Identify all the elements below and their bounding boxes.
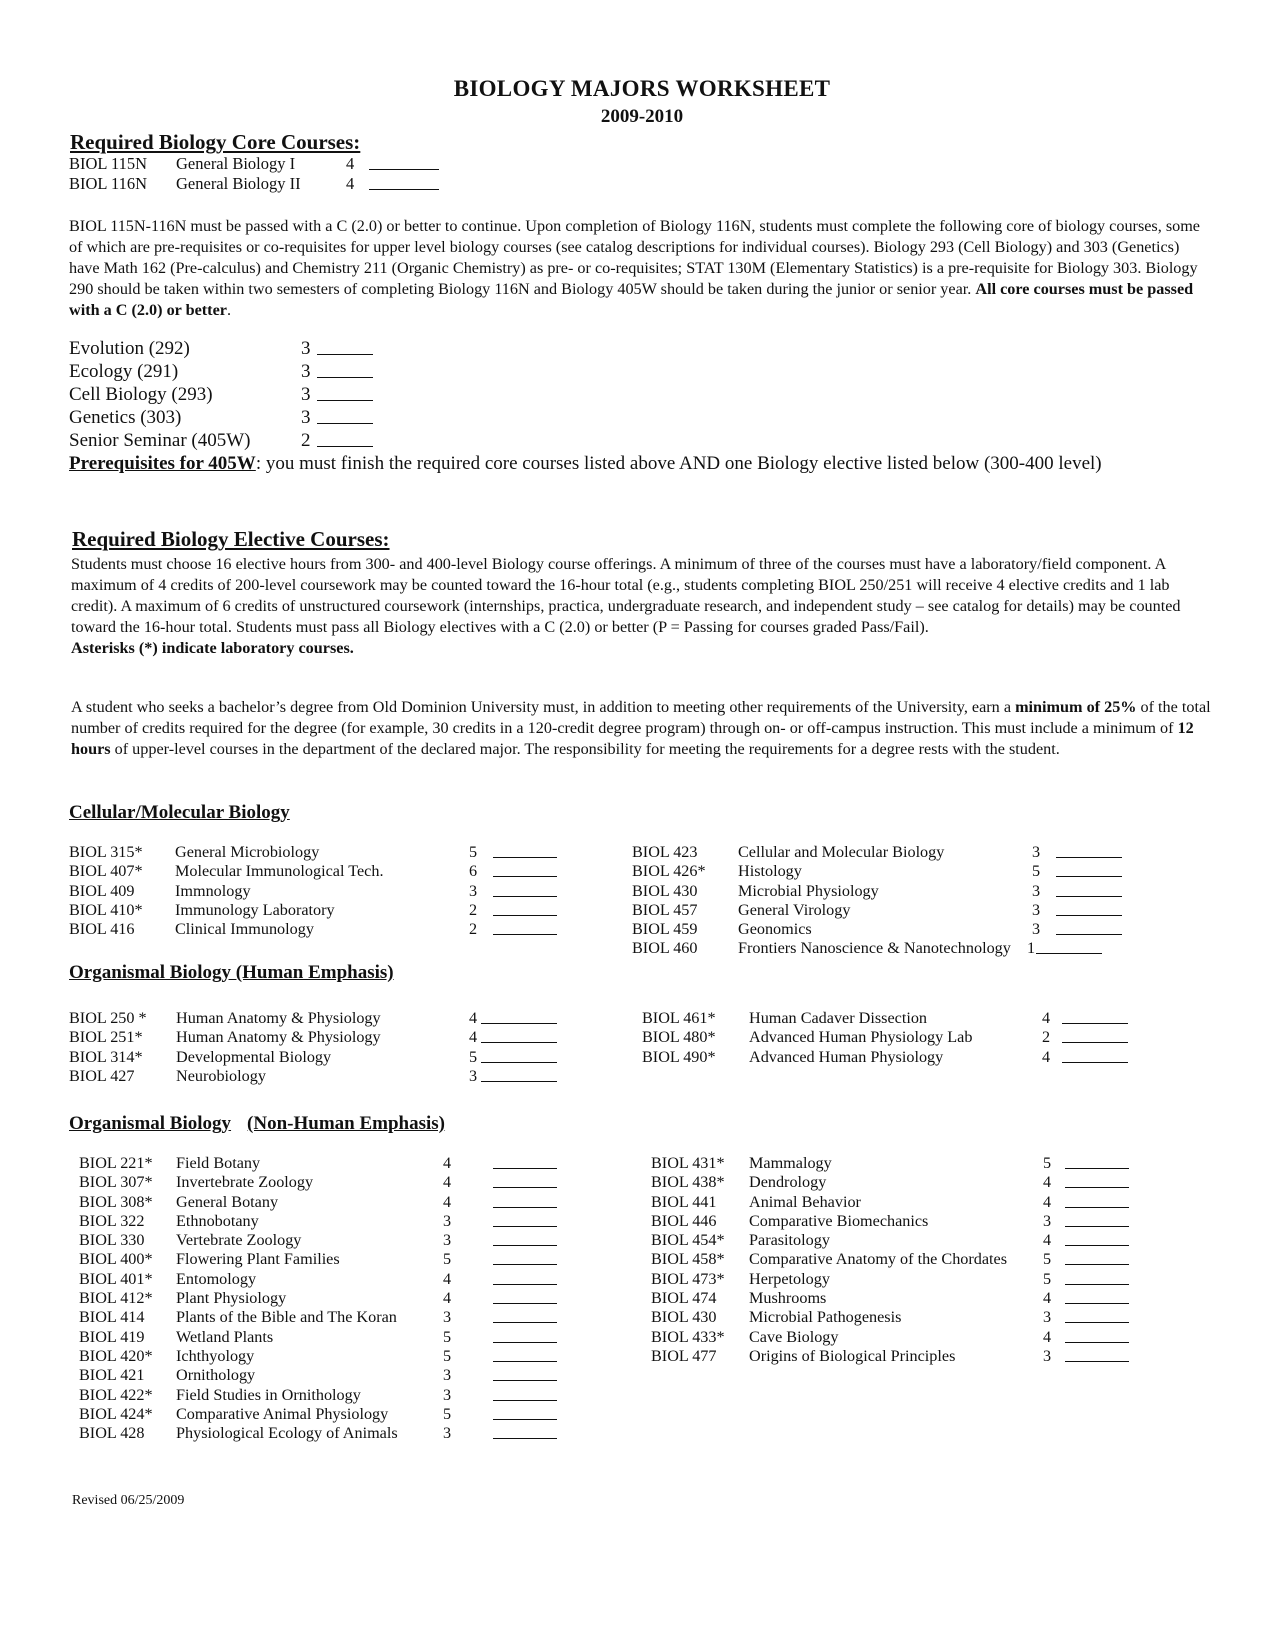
course-code: BIOL 477 — [651, 1346, 717, 1365]
course-row — [632, 862, 1192, 881]
course-name: Microbial Pathogenesis — [749, 1308, 902, 1327]
course-name: Histology — [738, 862, 802, 881]
course-name: Cave Biology — [749, 1327, 839, 1346]
credit-blank[interactable] — [317, 410, 373, 424]
course-credits: 3 — [469, 881, 478, 900]
course-row — [79, 1270, 579, 1289]
course-name: Herpetology — [749, 1269, 830, 1288]
electives-paragraph — [71, 554, 1211, 659]
course-credits: 3 — [301, 384, 311, 405]
prereq-paragraph — [69, 452, 1209, 475]
course-credits: 2 — [469, 920, 478, 939]
core-course-row — [69, 338, 469, 361]
course-row — [79, 1328, 579, 1347]
course-name: Field Studies in Ornithology — [176, 1385, 361, 1404]
course-name: Cell Biology (293) — [69, 384, 213, 405]
core-course-row — [69, 384, 469, 407]
course-credits: 3 — [1043, 1211, 1052, 1230]
credit-blank[interactable] — [493, 863, 557, 877]
course-name: General Botany — [176, 1192, 279, 1211]
credit-blank[interactable] — [1056, 883, 1122, 897]
course-code: BIOL 421 — [79, 1366, 145, 1385]
course-credits: 5 — [1043, 1154, 1052, 1172]
course-credits: 3 — [443, 1308, 452, 1327]
credit-blank[interactable] — [493, 1155, 557, 1169]
course-credits: 4 — [443, 1269, 452, 1288]
course-credits: 3 — [469, 1066, 478, 1085]
prereq-label: Prerequisites for 405W — [69, 453, 256, 474]
course-code: BIOL 457 — [632, 900, 698, 919]
credit-blank[interactable] — [1065, 1271, 1129, 1285]
course-row — [651, 1212, 1211, 1231]
credit-blank[interactable] — [1065, 1155, 1129, 1169]
credit-blank[interactable] — [481, 1029, 557, 1043]
course-name: Clinical Immunology — [175, 920, 314, 939]
residency-paragraph — [71, 697, 1211, 760]
course-code: BIOL 407* — [69, 862, 143, 881]
course-credits: 4 — [469, 1009, 478, 1027]
course-name: Comparative Anatomy of the Chordates — [749, 1250, 1008, 1269]
course-code: BIOL 414 — [79, 1308, 145, 1327]
course-code: BIOL 412* — [79, 1289, 153, 1308]
course-row — [69, 1048, 569, 1067]
course-name: Ichthyology — [176, 1346, 255, 1365]
cellular-heading: Cellular/Molecular Biology — [69, 802, 290, 823]
course-name: Senior Seminar (405W) — [69, 430, 251, 451]
course-credits: 6 — [469, 862, 478, 881]
credit-blank[interactable] — [1065, 1213, 1129, 1227]
course-row — [69, 843, 569, 862]
course-credits: 3 — [1032, 920, 1041, 939]
course-row — [69, 882, 569, 901]
course-code: BIOL 480* — [642, 1028, 716, 1047]
course-name: General Biology I — [176, 154, 296, 173]
course-name: Molecular Immunological Tech. — [175, 862, 384, 881]
prereq-text: : you must finish the required core courses listed above AND one Biology elective listed below (300-400 level) — [255, 453, 1102, 474]
course-code: BIOL 423 — [632, 843, 698, 861]
course-name: Physiological Ecology of Animals — [176, 1424, 398, 1443]
course-row — [632, 939, 1192, 958]
credit-blank[interactable] — [1056, 921, 1122, 935]
course-name: Human Anatomy & Physiology — [176, 1009, 381, 1027]
course-credits: 4 — [346, 154, 355, 173]
course-row — [651, 1308, 1211, 1327]
course-name: Entomology — [176, 1269, 257, 1288]
human-left-table — [69, 1009, 569, 1086]
course-row — [79, 1366, 579, 1385]
credit-blank[interactable] — [493, 1271, 557, 1285]
course-row — [79, 1347, 579, 1366]
course-code: BIOL 474 — [651, 1289, 717, 1308]
credit-blank[interactable] — [317, 364, 373, 378]
course-credits: 3 — [443, 1231, 452, 1250]
course-row — [651, 1328, 1211, 1347]
credit-blank[interactable] — [481, 1049, 557, 1063]
human-right-table — [642, 1009, 1202, 1067]
residency-bold-1: minimum of 25% — [1015, 698, 1137, 716]
course-name: Developmental Biology — [176, 1047, 332, 1066]
course-name: Origins of Biological Principles — [749, 1346, 956, 1365]
electives-paragraph-text: Students must choose 16 elective hours from 300- and 400-level Biology course offerings. A minimum of three of the courses must have a laboratory/field component. A maximum of 4 credits of 200-level coursework may be counted toward the 16-hour total (e.g., students completing BIOL 250/251 will receive 4 elective credits and 1 lab credit). A maximum of 6 credits of unstructured coursework (internships, practica, undergraduate research, and independent study – see catalog for details) may be counted toward the 16-hour total. Students must pass all Biology electives with a C (2.0) or better (P = Passing for courses graded Pass/Fail). — [71, 555, 1181, 636]
course-name: Plant Physiology — [176, 1289, 287, 1308]
credit-blank[interactable] — [493, 1406, 557, 1420]
course-name: Immunology Laboratory — [175, 900, 335, 919]
course-credits: 3 — [301, 361, 311, 382]
course-credits: 3 — [1032, 881, 1041, 900]
credit-blank[interactable] — [493, 902, 557, 916]
course-credits: 3 — [443, 1424, 452, 1443]
course-code: BIOL 427 — [69, 1066, 135, 1085]
credit-blank[interactable] — [493, 1174, 557, 1188]
course-credits: 5 — [443, 1327, 452, 1346]
credit-blank[interactable] — [493, 1387, 557, 1401]
course-name: Evolution (292) — [69, 338, 190, 359]
credit-blank[interactable] — [1065, 1251, 1129, 1265]
human-heading: Organismal Biology (Human Emphasis) — [69, 962, 394, 983]
course-row — [79, 1250, 579, 1269]
course-name: Cellular and Molecular Biology — [738, 843, 945, 861]
course-credits: 5 — [443, 1250, 452, 1269]
course-name: Ornithology — [176, 1366, 256, 1385]
page-year: 2009-2010 — [600, 106, 684, 127]
credit-blank[interactable] — [493, 921, 557, 935]
course-code: BIOL 459 — [632, 920, 698, 939]
core-heading: Required Biology Core Courses: — [70, 130, 361, 154]
course-row — [79, 1173, 579, 1192]
credit-blank[interactable] — [1062, 1029, 1128, 1043]
course-row — [69, 1067, 569, 1086]
course-row — [69, 1009, 569, 1028]
course-credits: 5 — [443, 1346, 452, 1365]
course-credits: 4 — [1043, 1192, 1052, 1211]
course-credits: 4 — [1043, 1289, 1052, 1308]
core-paragraph — [69, 216, 1209, 321]
course-row — [69, 901, 569, 920]
credit-blank[interactable] — [493, 1425, 557, 1439]
course-row — [632, 901, 1192, 920]
course-row — [632, 882, 1192, 901]
course-code: BIOL 400* — [79, 1250, 153, 1269]
course-row — [79, 1212, 579, 1231]
course-name: General Virology — [738, 900, 851, 919]
course-name: Neurobiology — [176, 1066, 266, 1085]
course-name: Genetics (303) — [69, 407, 182, 428]
course-row — [79, 1386, 579, 1405]
course-name: Frontiers Nanoscience & Nanotechnology — [738, 939, 1011, 958]
course-credits: 3 — [1043, 1346, 1052, 1365]
course-name: Plants of the Bible and The Koran — [176, 1308, 397, 1327]
core-paragraph-text: BIOL 115N-116N must be passed with a C (2.0) or better to continue. Upon completion of Biology 116N, students must complete the following core of biology courses, some of which are pre-requisites or co-requisites for upper level biology courses (see catalog descriptions for individual courses). Biology 293 (Cell Biology) and 303 (Genetics) have Math 162 (Pre-calculus) and Chemistry 211 (Organic Chemistry) as pre- or co-requisites; STAT 130M (Elementary Statistics) is a pre-requisite for Biology 303. Biology 290 should be taken within two semesters of completing Biology 116N and Biology 405W should be taken during the junior or senior year. — [69, 217, 1200, 298]
credit-blank[interactable] — [1065, 1194, 1129, 1208]
nonhuman-heading — [69, 1113, 445, 1135]
course-row — [651, 1154, 1211, 1173]
residency-text-2: of the total number of credits required for the degree (for example, 30 credits in a 120-credit degree program) through on- or off-campus instruction. This must include a minimum of — [71, 698, 1211, 737]
course-row — [79, 1154, 579, 1173]
credit-blank[interactable] — [369, 176, 439, 190]
course-credits: 5 — [1032, 862, 1041, 881]
course-name: Vertebrate Zoology — [176, 1231, 302, 1250]
course-name: Animal Behavior — [749, 1192, 861, 1211]
course-code: BIOL 401* — [79, 1269, 153, 1288]
course-row — [651, 1173, 1211, 1192]
course-row — [651, 1270, 1211, 1289]
course-code: BIOL 308* — [79, 1192, 153, 1211]
credit-blank[interactable] — [1062, 1049, 1128, 1063]
course-row — [69, 862, 569, 881]
course-row — [79, 1289, 579, 1308]
course-code: BIOL 428 — [79, 1424, 145, 1443]
course-code: BIOL 419 — [79, 1327, 145, 1346]
course-name: Mammalogy — [749, 1154, 832, 1172]
residency-text-1: A student who seeks a bachelor’s degree from Old Dominion University must, in addition to meeting other requirements of the University, earn a — [71, 698, 1016, 716]
credit-blank[interactable] — [493, 1309, 557, 1323]
credit-blank[interactable] — [493, 1232, 557, 1246]
credit-blank[interactable] — [1065, 1174, 1129, 1188]
electives-heading: Required Biology Elective Courses: — [72, 527, 390, 551]
course-name: Immnology — [175, 881, 251, 900]
asterisk-note: Asterisks (*) indicate laboratory courses. — [71, 639, 354, 657]
course-credits: 4 — [443, 1192, 452, 1211]
course-credits: 2 — [301, 430, 311, 451]
course-row — [79, 1424, 579, 1443]
course-code: BIOL 473* — [651, 1269, 725, 1288]
credit-blank[interactable] — [1056, 902, 1122, 916]
residency-text-3: of upper-level courses in the department of the declared major. The responsibility for meeting the requirements for a degree rests with the student. — [110, 740, 1060, 758]
course-name: Human Cadaver Dissection — [749, 1009, 928, 1027]
page-title: BIOLOGY MAJORS WORKSHEET — [453, 76, 831, 101]
course-credits: 3 — [1032, 843, 1041, 861]
course-credits: 4 — [1043, 1173, 1052, 1192]
intro-course-row — [69, 154, 469, 174]
course-code: BIOL 438* — [651, 1173, 725, 1192]
course-row — [632, 920, 1192, 939]
course-row — [651, 1250, 1211, 1269]
course-code: BIOL 409 — [69, 881, 135, 900]
course-name: Dendrology — [749, 1173, 827, 1192]
credit-blank[interactable] — [493, 1251, 557, 1265]
course-row — [651, 1193, 1211, 1212]
course-name: Comparative Biomechanics — [749, 1211, 929, 1230]
nonhuman-left-table — [79, 1154, 579, 1443]
core-paragraph-bold: All core courses must be passed with a C (2.0) or better — [69, 280, 1194, 319]
nonhuman-right-table — [651, 1154, 1211, 1366]
course-code: BIOL 416 — [69, 920, 135, 939]
course-name: Human Anatomy & Physiology — [176, 1028, 381, 1047]
course-credits: 3 — [443, 1385, 452, 1404]
course-code: BIOL 251* — [69, 1028, 143, 1047]
credit-blank[interactable] — [493, 844, 557, 858]
course-credits: 4 — [469, 1028, 478, 1047]
credit-blank[interactable] — [369, 156, 439, 170]
course-code: BIOL 461* — [642, 1009, 716, 1027]
intro-course-row — [69, 174, 469, 194]
course-name: Mushrooms — [749, 1289, 827, 1308]
course-code: BIOL 410* — [69, 900, 143, 919]
course-name: General Microbiology — [175, 843, 320, 861]
cellular-left-table — [69, 843, 569, 939]
credit-blank[interactable] — [317, 341, 373, 355]
course-code: BIOL 426* — [632, 862, 706, 881]
course-name: Flowering Plant Families — [176, 1250, 340, 1269]
course-name: Advanced Human Physiology Lab — [749, 1028, 973, 1047]
course-credits: 4 — [443, 1289, 452, 1308]
course-credits: 1 — [1027, 939, 1036, 958]
credit-blank[interactable] — [317, 387, 373, 401]
credit-blank[interactable] — [1065, 1232, 1129, 1246]
course-row — [651, 1231, 1211, 1250]
core-course-row — [69, 407, 469, 430]
course-credits: 4 — [1042, 1047, 1051, 1066]
course-row — [69, 1028, 569, 1047]
course-credits: 5 — [1043, 1269, 1052, 1288]
credit-blank[interactable] — [317, 433, 373, 447]
course-credits: 3 — [1043, 1308, 1052, 1327]
course-code: BIOL 115N — [69, 154, 148, 173]
course-credits: 5 — [1043, 1250, 1052, 1269]
cellular-right-table — [632, 843, 1192, 959]
course-code: BIOL 221* — [79, 1154, 153, 1172]
course-code: BIOL 490* — [642, 1047, 716, 1066]
course-name: Parasitology — [749, 1231, 830, 1250]
course-code: BIOL 250 * — [69, 1009, 147, 1027]
course-credits: 4 — [443, 1173, 452, 1192]
core-course-row — [69, 361, 469, 384]
course-code: BIOL 322 — [79, 1211, 145, 1230]
course-credits: 3 — [443, 1366, 452, 1385]
credit-blank[interactable] — [493, 1367, 557, 1381]
core-paragraph-end: . — [226, 301, 231, 319]
course-code: BIOL 430 — [651, 1308, 717, 1327]
course-code: BIOL 431* — [651, 1154, 725, 1172]
course-credits: 4 — [443, 1154, 452, 1172]
course-code: BIOL 433* — [651, 1327, 725, 1346]
credit-blank[interactable] — [1065, 1329, 1129, 1343]
course-row — [642, 1009, 1202, 1028]
credit-blank[interactable] — [481, 1010, 557, 1024]
course-name: Geonomics — [738, 920, 812, 939]
credit-blank[interactable] — [493, 1194, 557, 1208]
course-name: Invertebrate Zoology — [176, 1173, 314, 1192]
credit-blank[interactable] — [1065, 1290, 1129, 1304]
course-name: Ecology (291) — [69, 361, 179, 382]
course-row — [79, 1308, 579, 1327]
course-credits: 3 — [443, 1211, 452, 1230]
course-name: Comparative Animal Physiology — [176, 1404, 389, 1423]
course-name: Field Botany — [176, 1154, 261, 1172]
course-credits: 2 — [1042, 1028, 1051, 1047]
credit-blank[interactable] — [493, 1329, 557, 1343]
course-credits: 5 — [469, 843, 478, 861]
credit-blank[interactable] — [493, 1290, 557, 1304]
course-credits: 4 — [1043, 1327, 1052, 1346]
credit-blank[interactable] — [493, 883, 557, 897]
course-row — [651, 1289, 1211, 1308]
nonhuman-heading-sub: (Non-Human Emphasis) — [247, 1113, 446, 1134]
course-code: BIOL 307* — [79, 1173, 153, 1192]
course-code: BIOL 430 — [632, 881, 698, 900]
course-row — [69, 920, 569, 939]
credit-blank[interactable] — [1062, 1010, 1128, 1024]
credit-blank[interactable] — [1036, 940, 1102, 954]
course-code: BIOL 330 — [79, 1231, 145, 1250]
course-credits: 2 — [469, 900, 478, 919]
course-code: BIOL 441 — [651, 1192, 717, 1211]
course-code: BIOL 314* — [69, 1047, 143, 1066]
credit-blank[interactable] — [481, 1068, 557, 1082]
credit-blank[interactable] — [1065, 1348, 1129, 1362]
credit-blank[interactable] — [493, 1213, 557, 1227]
revised-date: Revised 06/25/2009 — [72, 1493, 185, 1508]
nonhuman-heading-main: Organismal Biology — [69, 1113, 232, 1134]
course-row — [642, 1048, 1202, 1067]
course-name: Advanced Human Physiology — [749, 1047, 944, 1066]
course-code: BIOL 424* — [79, 1404, 153, 1423]
course-credits: 3 — [1032, 900, 1041, 919]
course-code: BIOL 422* — [79, 1385, 153, 1404]
course-name: Ethnobotany — [176, 1211, 259, 1230]
course-row — [642, 1028, 1202, 1047]
course-code: BIOL 315* — [69, 843, 143, 861]
course-row — [79, 1193, 579, 1212]
course-row — [632, 843, 1192, 862]
residency-bold-2: 12 hours — [71, 719, 1194, 758]
course-code: BIOL 460 — [632, 939, 698, 958]
course-row — [79, 1231, 579, 1250]
credit-blank[interactable] — [1056, 844, 1122, 858]
course-credits: 4 — [1043, 1231, 1052, 1250]
course-code: BIOL 420* — [79, 1346, 153, 1365]
course-row — [79, 1405, 579, 1424]
core-course-row — [69, 430, 469, 453]
credit-blank[interactable] — [1065, 1309, 1129, 1323]
course-code: BIOL 116N — [69, 174, 148, 193]
course-row — [651, 1347, 1211, 1366]
course-name: Wetland Plants — [176, 1327, 274, 1346]
course-credits: 4 — [346, 174, 355, 193]
credit-blank[interactable] — [493, 1348, 557, 1362]
course-name: General Biology II — [176, 174, 301, 193]
course-credits: 3 — [301, 407, 311, 428]
course-name: Microbial Physiology — [738, 881, 879, 900]
course-code: BIOL 446 — [651, 1211, 717, 1230]
course-credits: 4 — [1042, 1009, 1051, 1027]
credit-blank[interactable] — [1056, 863, 1122, 877]
course-code: BIOL 454* — [651, 1231, 725, 1250]
course-credits: 3 — [301, 338, 311, 359]
course-credits: 5 — [443, 1404, 452, 1423]
course-code: BIOL 458* — [651, 1250, 725, 1269]
course-credits: 5 — [469, 1047, 478, 1066]
